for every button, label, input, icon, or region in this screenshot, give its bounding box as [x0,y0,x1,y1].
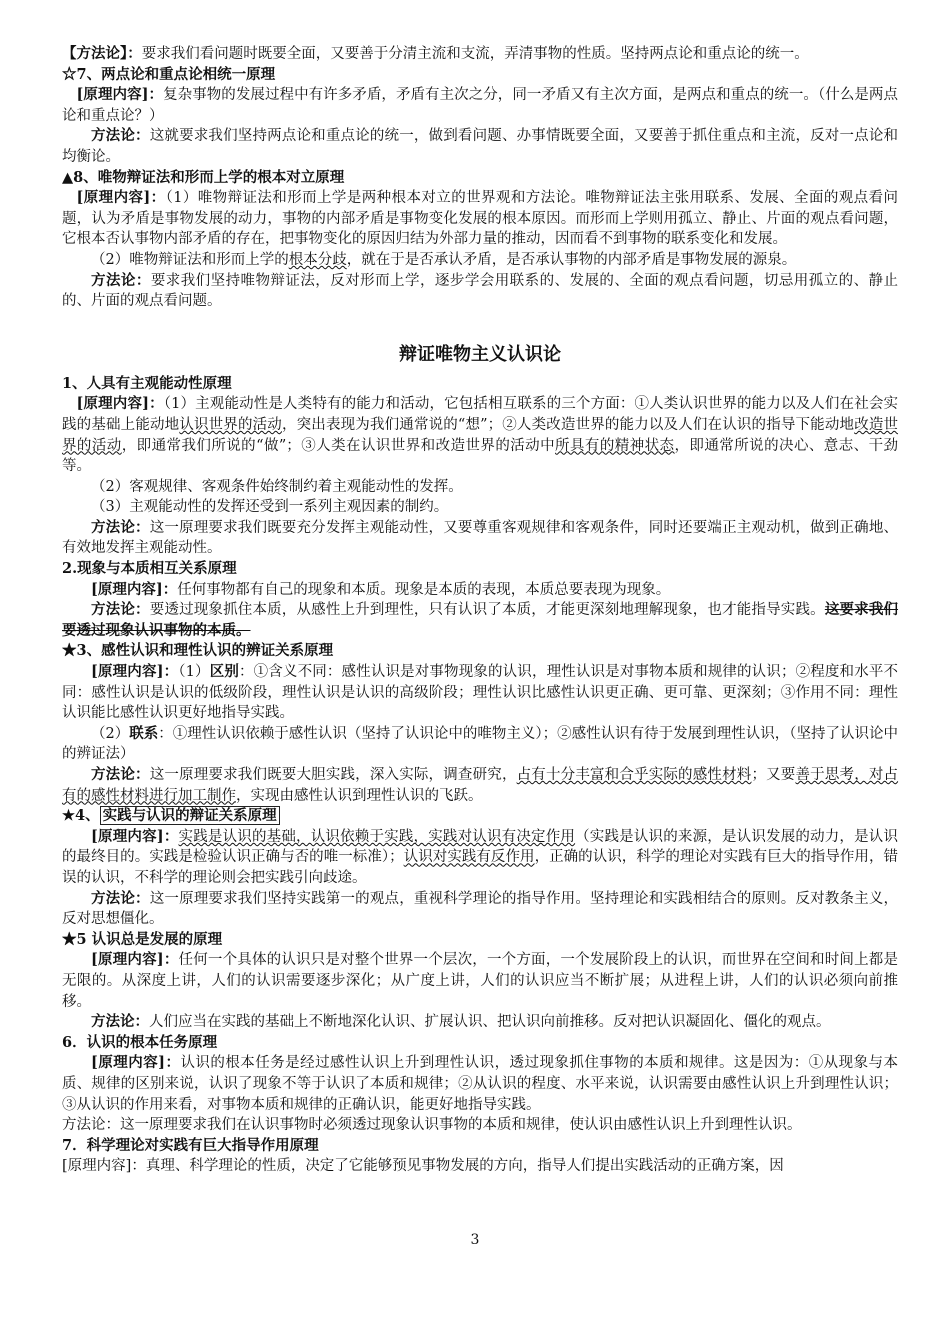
struck-sentence: 这要求我们要透过现象认识事物的本质。 [62,601,899,639]
method-e2: 方法论：要透过现象抓住本质，从感性上升到理性，只有认识了本质，才能更深刻地理解现象，也才能指导实践。这要求我们要透过现象认识事物的本质。 [62,601,899,639]
method-e5: 方法论：人们应当在实践的基础上不断地深化认识、扩展认识、把认识向前推移。反对把认识凝固化、僵化的观点。 [91,1013,831,1031]
content-e3-p2: （2）联系：①理性认识依赖于感性认识（坚持了认识论中的唯物主义）；②感性认识有待于发展到理性认识，（坚持了认识论中的辨证法） [62,724,899,763]
content-e1: [原理内容]：（1）主观能动性是人类特有的能力和活动，它包括相互联系的三个方面：①人类认识世界的能力以及人们在社会实践的基础上能动地认识世界的活动，突出表现为我们通常说的“想”；②人类改造世界的能力以及人们在认识的指导下能动地改造世界的活动，即通常我们所说的“做”；③人类在认识世界和改造世界的活动中所具有的精神状态，即通常所说的决心、意志、干劲等。 [62,395,899,475]
heading-e7: 7．科学理论对实践有巨大指导作用原理 [62,1136,319,1154]
content-e7: [原理内容]：真理、科学理论的性质，决定了它能够预见事物发展的方向，指导人们提出实践活动的正确方案，因 [62,1158,784,1175]
method-e3: 方法论：这一原理要求我们既要大胆实践，深入实际，调查研究，占有十分丰富和合乎实际的感性材料；又要善于思考，对占有的感性材料进行加工制作，实现由感性认识到理性认识的飞跃。 [62,766,899,804]
heading-e2: 2.现象与本质相互关系原理 [62,560,237,578]
handwritten-underline: 实践是认识的基础，认识依赖于实践，实践对认识有决定作用 [178,828,576,845]
content-s8: [原理内容]：（1）唯物辩证法和形而上学是两种根本对立的世界观和方法论。唯物辩证法主张用联系、发展、全面的观点看问题，认为矛盾是事物发展的动力，事物的内部矛盾是事物变化发展的根本原因。而形而上学则用孤立、静止、片面的观点看问题，它根本否认事物内部矛盾的存在，把事物变化的原因归结为外部力量的推动，因而看不到事物的联系变化和发展。 [62,189,898,248]
heading-e5: ★5 认识总是发展的原理 [62,930,223,948]
heading-e3: ★3、感性认识和理性认识的辨证关系原理 [62,642,334,660]
content-e4: [原理内容]：实践是认识的基础，认识依赖于实践，实践对认识有决定作用（实践是认识的来源，是认识发展的动力，是认识的最终目的。实践是检验认识正确与否的唯一标准）；认识对实践有反作用，正确的认识，科学的理论对实践有巨大的指导作用，错误的认识，不科学的理论则会把实践引向歧途。 [62,827,899,886]
heading-e1: 1、人具有主观能动性原理 [62,374,232,392]
handwritten-underline: 认识世界的活动 [179,416,282,433]
content-s8-p2: （2）唯物辩证法和形而上学的根本分歧，就在于是否承认矛盾，是否承认事物的内部矛盾是事物发展的源泉。 [91,251,797,268]
method-e6: 方法论：这一原理要求我们在认识事物时必须透过现象认识事物的本质和规律，使认识由感性认识上升到理性认识。 [62,1117,802,1134]
handwritten-underline: 占有十分丰富和合乎实际的感性材料 [516,767,752,783]
page-number: 3 [470,1232,480,1248]
content-e5: [原理内容]：任何一个具体的认识只是对整个世界一个层次，一个方面，一个发展阶段上的认识，而世界在空间和时间上都是无限的。从深度上讲，人们的认识需要逐步深化；从广度上讲，人们的认识应当不断扩展；从进程上讲，人们的认识必须向前推移。 [62,951,898,1010]
heading-e6: 6．认识的根本任务原理 [62,1033,218,1051]
method-label: 【方法论】： [62,45,142,62]
heading-s7: ☆7、两点论和重点论相统一原理 [62,65,276,83]
heading-s8: ▲8、唯物辩证法和形而上学的根本对立原理 [62,168,345,186]
method-e4: 方法论：这一原理要求我们坚持实践第一的观点，重视科学理论的指导作用。坚持理论和实践相结合的原则。反对教条主义，反对思想僵化。 [62,889,899,928]
content-e3: [原理内容]：（1）区别：①含义不同：感性认识是对事物现象的认识，理性认识是对事物本质和规律的认识；②程度和水平不同：感性认识是认识的低级阶段，理性认识是认识的高级阶段；理性认识比感性认识更正确、更可靠、更深刻；③作用不同：理性认识能比感性认识更好地指导实践。 [62,663,898,722]
document-page [62,44,898,1177]
content-s7: [原理内容]：复杂事物的发展过程中有许多矛盾，矛盾有主次之分，同一矛盾又有主次方面，是两点和重点的统一。（什么是两点论和重点论？） [62,86,898,124]
handwritten-underline: 根本分歧 [288,251,347,268]
handwritten-underline: 认识对实践有反作用 [403,849,535,866]
handwritten-underline: 改造世界的活动 [62,416,899,454]
method-s8: 方法论：要求我们坚持唯物辩证法，反对形而上学，逐步学会用联系的、发展的、全面的观点看问题，切忌用孤立的、静止的、片面的观点看问题。 [62,271,898,310]
method-e1: 方法论：这一原理要求我们既要充分发挥主观能动性，又要尊重客观规律和客观条件，同时还要端正主观动机，做到正确地、有效地发挥主观能动性。 [62,518,899,557]
boxed-heading: 实践与认识的辩证关系原理 [100,806,280,825]
content-e6: [原理内容]：认识的根本任务是经过感性认识上升到理性认识，透过现象抓住事物的本质和规律。这是因为：①从现象与本质、规律的区别来说，认识了现象不等于认识了本质和规律；②从认识的程度、水平来说，认识需要由感性认识上升到理性认识；③从认识的作用来看，对事物本质和规律的正确认识，能更好地指导实践。 [62,1054,898,1113]
content-e1-p2: （2）客观规律、客观条件始终制约着主观能动性的发挥。 [91,478,463,495]
handwritten-underline: 善于思考，对占有的感性材料进行加工制作 [62,767,899,804]
method-paragraph-top: 【方法论】：要求我们看问题时既要全面，又要善于分清主流和支流，弄清事物的性质。坚持两点论和重点论的统一。 [62,45,809,62]
section-title: 辩证唯物主义认识论 [399,343,561,365]
method-s7: 方法论：这就要求我们坚持两点论和重点论的统一，做到看问题、办事情既要全面，又要善于抓住重点和主流，反对一点论和均衡论。 [62,127,899,165]
heading-e4: ★4、 实践与认识的辩证关系原理 [62,806,898,827]
handwritten-underline: 所具有的精神状态 [555,437,675,454]
content-e2: [原理内容]：任何事物都有自己的现象和本质。现象是本质的表现，本质总要表现为现象。 [91,580,671,598]
content-e1-p3: （3）主观能动性的发挥还受到一系列主观因素的制约。 [91,499,449,516]
